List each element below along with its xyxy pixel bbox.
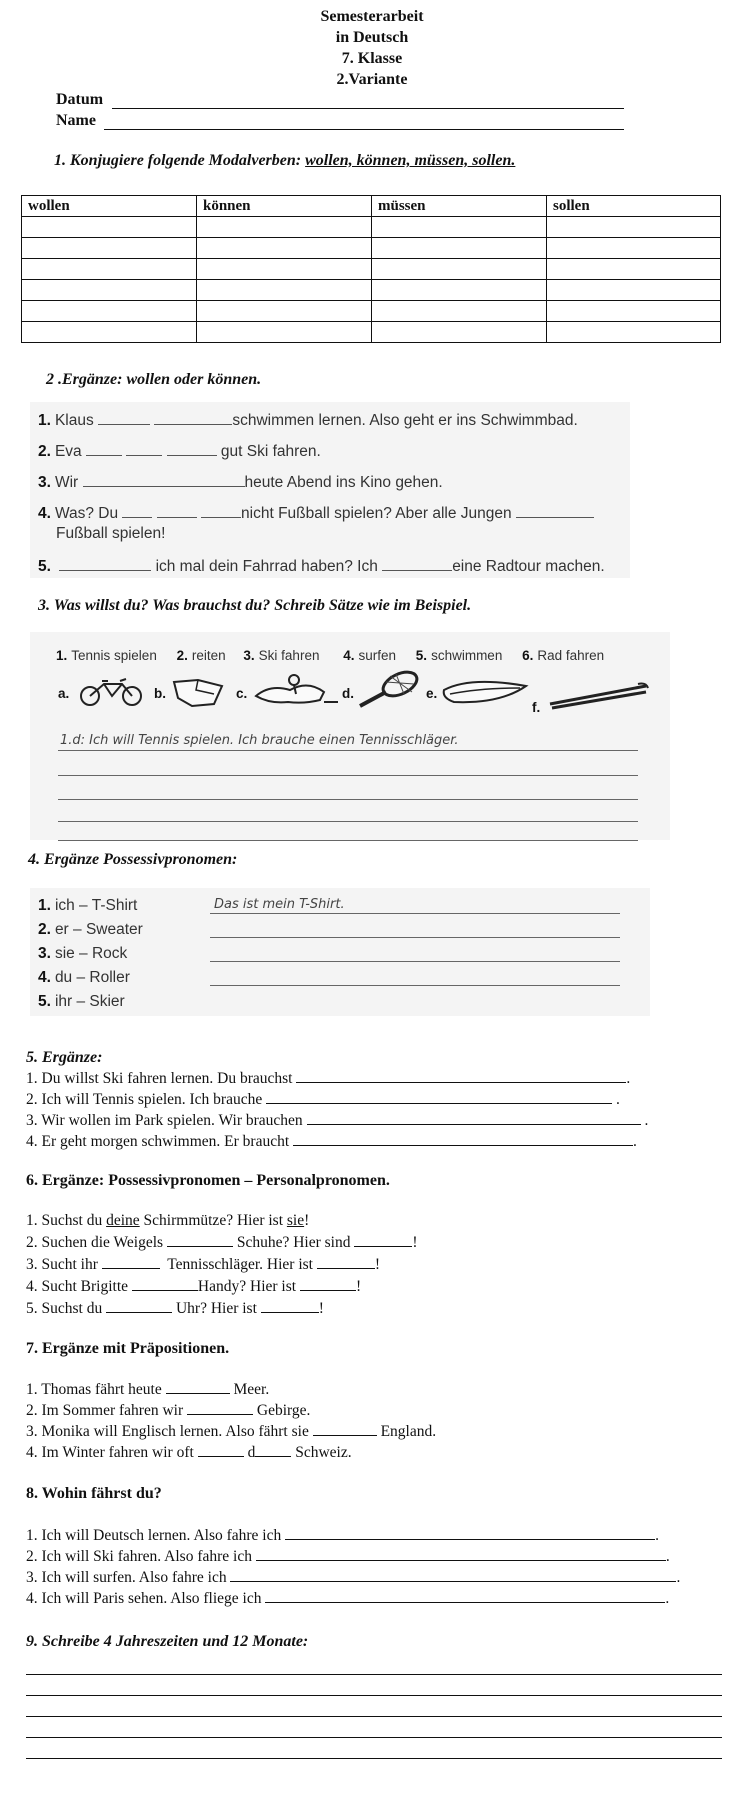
activity-4: 4. surfen bbox=[343, 648, 397, 663]
writing-line[interactable] bbox=[58, 775, 638, 776]
table-row bbox=[22, 259, 721, 280]
activity-5: 5. schwimmen bbox=[415, 648, 503, 663]
datum-field[interactable] bbox=[112, 108, 624, 109]
task8-item-1: 1. Ich will Deutsch lernen. Also fahre ich . bbox=[26, 1527, 659, 1544]
task2-item-4-continued: Fußball spielen! bbox=[56, 525, 166, 542]
task3-activity-list bbox=[56, 648, 656, 663]
task2-item-2: 2. Eva gut Ski fahren. bbox=[38, 443, 321, 460]
title-line-2: in Deutsch bbox=[335, 29, 409, 46]
document-title bbox=[0, 6, 744, 90]
table-cell[interactable] bbox=[547, 217, 721, 238]
answer-blank[interactable] bbox=[126, 445, 162, 456]
task1-title bbox=[54, 152, 515, 170]
title-line-3: 7. Klasse bbox=[341, 50, 403, 67]
table-cell[interactable] bbox=[372, 322, 547, 343]
task5-item-4: 4. Er geht morgen schwimmen. Er braucht . bbox=[26, 1133, 637, 1150]
column-header-sollen: sollen bbox=[547, 196, 721, 217]
datum-label: Datum bbox=[56, 91, 104, 108]
tennis-racket-icon bbox=[356, 670, 422, 710]
task2-item-1: 1. Klaus schwimmen lernen. Also geht er ins Schwimmbad. bbox=[38, 412, 578, 429]
task3-example-sentence: 1.d: Ich will Tennis spielen. Ich brauche einen Tennisschläger. bbox=[60, 733, 459, 748]
activity-6: 6. Rad fahren bbox=[522, 648, 605, 663]
answer-blank[interactable] bbox=[313, 1423, 377, 1436]
table-cell[interactable] bbox=[372, 301, 547, 322]
answer-line[interactable] bbox=[210, 961, 620, 962]
answer-blank[interactable] bbox=[307, 1112, 641, 1125]
answer-line[interactable] bbox=[210, 985, 620, 986]
picture-label-d: d. bbox=[342, 686, 354, 701]
table-cell[interactable] bbox=[372, 280, 547, 301]
modal-verbs-table bbox=[21, 195, 721, 343]
task6-item-3: 3. Sucht ihr Tennisschläger. Hier ist ! bbox=[26, 1256, 381, 1273]
answer-blank[interactable] bbox=[132, 1278, 198, 1291]
answer-blank[interactable] bbox=[230, 1569, 676, 1582]
answer-blank[interactable] bbox=[167, 445, 217, 456]
table-cell[interactable] bbox=[197, 238, 372, 259]
answer-blank[interactable] bbox=[296, 1070, 626, 1083]
task4-example-answer: Das ist mein T-Shirt. bbox=[214, 897, 345, 912]
surfboard-icon bbox=[440, 674, 530, 710]
task8-title: 8. Wohin fährst du? bbox=[26, 1485, 162, 1502]
task7-item-1: 1. Thomas fährt heute Meer. bbox=[26, 1381, 270, 1398]
task6-item-5: 5. Suchst du Uhr? Hier ist ! bbox=[26, 1300, 324, 1317]
task4-item-2: 2. er – Sweater bbox=[38, 921, 143, 938]
writing-line[interactable] bbox=[26, 1674, 722, 1675]
task7-item-2: 2. Im Sommer fahren wir Gebirge. bbox=[26, 1402, 311, 1419]
table-cell[interactable] bbox=[547, 280, 721, 301]
table-cell[interactable] bbox=[547, 238, 721, 259]
table-row bbox=[22, 238, 721, 259]
table-cell[interactable] bbox=[372, 259, 547, 280]
picture-label-e: e. bbox=[426, 686, 438, 701]
table-header-row bbox=[22, 196, 721, 217]
task6-item-2: 2. Suchen die Weigels Schuhe? Hier sind ! bbox=[26, 1234, 418, 1251]
writing-line[interactable] bbox=[26, 1737, 722, 1738]
answer-blank[interactable] bbox=[157, 507, 197, 518]
answer-blank[interactable] bbox=[98, 414, 150, 425]
table-cell[interactable] bbox=[22, 238, 197, 259]
task7-item-3: 3. Monika will Englisch lernen. Also fährt sie England. bbox=[26, 1423, 437, 1440]
task6-title: 6. Ergänze: Possessivpronomen – Personalpronomen. bbox=[26, 1172, 390, 1189]
shirt-icon bbox=[168, 676, 228, 710]
table-cell[interactable] bbox=[372, 217, 547, 238]
table-row bbox=[22, 322, 721, 343]
answer-line[interactable] bbox=[210, 913, 620, 914]
task4-title: 4. Ergänze Possessivpronomen: bbox=[28, 851, 238, 868]
task8-item-3: 3. Ich will surfen. Also fahre ich . bbox=[26, 1569, 681, 1586]
answer-blank[interactable] bbox=[198, 1444, 244, 1457]
answer-line[interactable] bbox=[210, 937, 620, 938]
task7-title: 7. Ergänze mit Präpositionen. bbox=[26, 1340, 230, 1357]
picture-label-c: c. bbox=[236, 686, 248, 701]
answer-blank[interactable] bbox=[317, 1256, 375, 1269]
task6-item-1: 1. Suchst du deine Schirmmütze? Hier ist sie! bbox=[26, 1212, 310, 1229]
answer-blank[interactable] bbox=[266, 1091, 612, 1104]
answer-blank[interactable] bbox=[293, 1133, 633, 1146]
table-cell[interactable] bbox=[22, 301, 197, 322]
picture-label-a: a. bbox=[58, 686, 70, 701]
writing-line[interactable] bbox=[26, 1758, 722, 1759]
task5-title: 5. Ergänze: bbox=[26, 1049, 103, 1066]
answer-blank[interactable] bbox=[255, 1444, 291, 1457]
activity-1: 1. Tennis spielen bbox=[56, 648, 157, 663]
answer-blank[interactable] bbox=[261, 1300, 319, 1313]
table-cell[interactable] bbox=[197, 259, 372, 280]
task4-item-3: 3. sie – Rock bbox=[38, 945, 128, 962]
table-cell[interactable] bbox=[372, 238, 547, 259]
answer-blank[interactable] bbox=[201, 507, 241, 518]
answer-blank[interactable] bbox=[300, 1278, 356, 1291]
table-cell[interactable] bbox=[197, 280, 372, 301]
task4-item-4: 4. du – Roller bbox=[38, 969, 130, 986]
answer-blank[interactable] bbox=[265, 1590, 665, 1603]
task4-item-5: 5. ihr – Skier bbox=[38, 993, 125, 1010]
answer-blank[interactable] bbox=[256, 1548, 666, 1561]
task1-title-prefix: 1. Konjugiere folgende Modalverben: bbox=[54, 152, 306, 169]
writing-line[interactable] bbox=[58, 840, 638, 841]
task3-title: 3. Was willst du? Was brauchst du? Schreib Sätze wie im Beispiel. bbox=[38, 597, 472, 614]
task1-title-verbs: wollen, können, müssen, sollen. bbox=[305, 152, 516, 169]
table-cell[interactable] bbox=[22, 259, 197, 280]
table-row bbox=[22, 280, 721, 301]
task2-title: 2 .Ergänze: wollen oder können. bbox=[46, 371, 262, 388]
activity-2: 2. reiten bbox=[176, 648, 226, 663]
answer-blank[interactable] bbox=[382, 560, 452, 571]
task4-item-1: 1. ich – T-Shirt bbox=[38, 897, 138, 914]
picture-label-b: b. bbox=[154, 686, 166, 701]
task9-title: 9. Schreibe 4 Jahreszeiten und 12 Monate: bbox=[26, 1633, 309, 1650]
answer-blank[interactable] bbox=[167, 1234, 233, 1247]
answer-blank[interactable] bbox=[516, 507, 594, 518]
horse-rider-icon bbox=[250, 672, 340, 710]
skis-icon bbox=[546, 680, 650, 712]
column-header-koennen: können bbox=[197, 196, 372, 217]
task8-item-4: 4. Ich will Paris sehen. Also fliege ich . bbox=[26, 1590, 670, 1607]
picture-label-f: f. bbox=[532, 700, 541, 715]
task8-item-2: 2. Ich will Ski fahren. Also fahre ich . bbox=[26, 1548, 670, 1565]
answer-blank[interactable] bbox=[154, 414, 232, 425]
answer-blank[interactable] bbox=[102, 1256, 160, 1269]
bicycle-icon bbox=[76, 676, 150, 708]
task2-item-4: 4. Was? Du nicht Fußball spielen? Aber alle Jungen bbox=[38, 505, 594, 523]
table-cell[interactable] bbox=[197, 217, 372, 238]
writing-line[interactable] bbox=[58, 821, 638, 822]
table-row bbox=[22, 301, 721, 322]
name-field[interactable] bbox=[104, 129, 624, 130]
answer-blank[interactable] bbox=[59, 560, 151, 571]
writing-line[interactable] bbox=[26, 1695, 722, 1696]
table-cell[interactable] bbox=[197, 322, 372, 343]
column-header-muessen: müssen bbox=[372, 196, 547, 217]
answer-blank[interactable] bbox=[86, 445, 122, 456]
task2-item-3: 3. Wir heute Abend ins Kino gehen. bbox=[38, 474, 443, 491]
writing-line[interactable] bbox=[58, 750, 638, 751]
answer-blank[interactable] bbox=[122, 507, 152, 518]
task7-item-4: 4. Im Winter fahren wir oft d Schweiz. bbox=[26, 1444, 352, 1461]
column-header-wollen: wollen bbox=[22, 196, 197, 217]
task5-item-3: 3. Wir wollen im Park spielen. Wir brauchen . bbox=[26, 1112, 649, 1129]
table-cell[interactable] bbox=[547, 322, 721, 343]
answer-blank[interactable] bbox=[106, 1300, 172, 1313]
table-cell[interactable] bbox=[547, 259, 721, 280]
table-cell[interactable] bbox=[547, 301, 721, 322]
name-label: Name bbox=[56, 112, 96, 129]
answer-blank[interactable] bbox=[83, 476, 245, 487]
answer-blank[interactable] bbox=[187, 1402, 253, 1415]
table-cell[interactable] bbox=[22, 217, 197, 238]
task2-item-5: 5. ich mal dein Fahrrad haben? Ich eine Radtour machen. bbox=[38, 558, 605, 575]
answer-blank[interactable] bbox=[354, 1234, 412, 1247]
task5-item-2: 2. Ich will Tennis spielen. Ich brauche . bbox=[26, 1091, 620, 1108]
answer-blank[interactable] bbox=[166, 1381, 230, 1394]
answer-blank[interactable] bbox=[285, 1527, 655, 1540]
title-line-1: Semesterarbeit bbox=[320, 8, 424, 25]
activity-3: 3. Ski fahren bbox=[243, 648, 320, 663]
table-cell[interactable] bbox=[197, 301, 372, 322]
table-cell[interactable] bbox=[22, 280, 197, 301]
writing-line[interactable] bbox=[58, 799, 638, 800]
writing-line[interactable] bbox=[26, 1716, 722, 1717]
task6-item-4: 4. Sucht Brigitte Handy? Hier ist ! bbox=[26, 1278, 362, 1295]
table-cell[interactable] bbox=[22, 322, 197, 343]
task5-item-1: 1. Du willst Ski fahren lernen. Du brauchst . bbox=[26, 1070, 631, 1087]
title-line-4: 2.Variante bbox=[336, 71, 408, 88]
table-row bbox=[22, 217, 721, 238]
